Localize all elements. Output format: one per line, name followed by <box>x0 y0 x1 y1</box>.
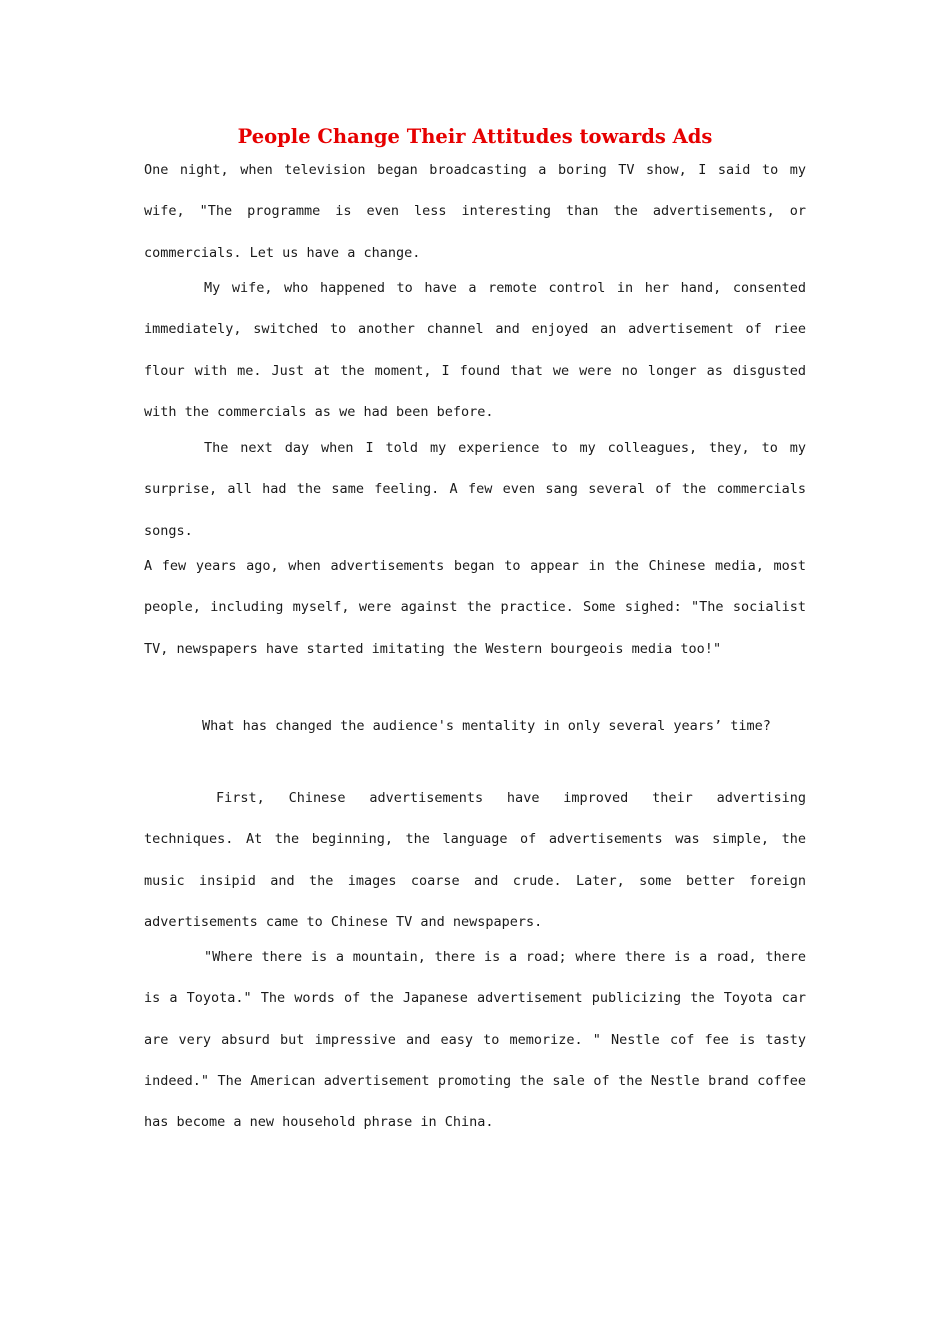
paragraph-first-techniques: First, Chinese advertisements have improved their advertising techniques. At the beginning, the language of advertisements was simple, the music insipid and the images coarse and crude. Later, some better foreign advertisements came to Chinese TV and newspapers. <box>144 790 806 930</box>
paragraph-question: What has changed the audience's mentality in only several years’ time? <box>202 718 771 734</box>
paragraph-colleagues: The next day when I told my experience to my colleagues, they, to my surprise, all had the same feeling. A few even sang several of the commercials songs. <box>144 440 806 539</box>
paragraph-toyota-nestle: "Where there is a mountain, there is a road; where there is a road, there is a Toyota." The words of the Japanese advertisement publicizing the Toyota car are very absurd but impressive and easy to memorize. " Nestle cof fee is tasty indeed." The American advertisement promoting the sale of the Nestle brand coffee has become a new household phrase in China. <box>144 949 806 1131</box>
article-body-part-7 <box>144 937 806 1143</box>
article-body-part-1 <box>144 150 806 274</box>
article-body-part-3 <box>144 428 806 552</box>
article-body-part-6 <box>144 778 806 943</box>
paragraph-wife-remote: My wife, who happened to have a remote control in her hand, consented immediately, switched to another channel and enjoyed an advertisement of riee flour with me. Just at the moment, I found that we were no longer as disgusted with the commercials as we had been before. <box>144 280 806 420</box>
paragraph-few-years-ago: A few years ago, when advertisements began to appear in the Chinese media, most people, including myself, were against the practice. Some sighed: "The socialist TV, newspapers have started imitating the Western bourgeois media too!" <box>144 558 806 657</box>
article-body-part-2 <box>144 268 806 433</box>
page-title: People Change Their Attitudes towards Ads <box>237 125 713 148</box>
article-body-part-4 <box>144 546 806 670</box>
article-body-part-5 <box>144 706 806 747</box>
paragraph-tv-show: One night, when television began broadcasting a boring TV show, I said to my wife, "The programme is even less interesting than the advertisements, or commercials. Let us have a change. <box>144 162 806 261</box>
